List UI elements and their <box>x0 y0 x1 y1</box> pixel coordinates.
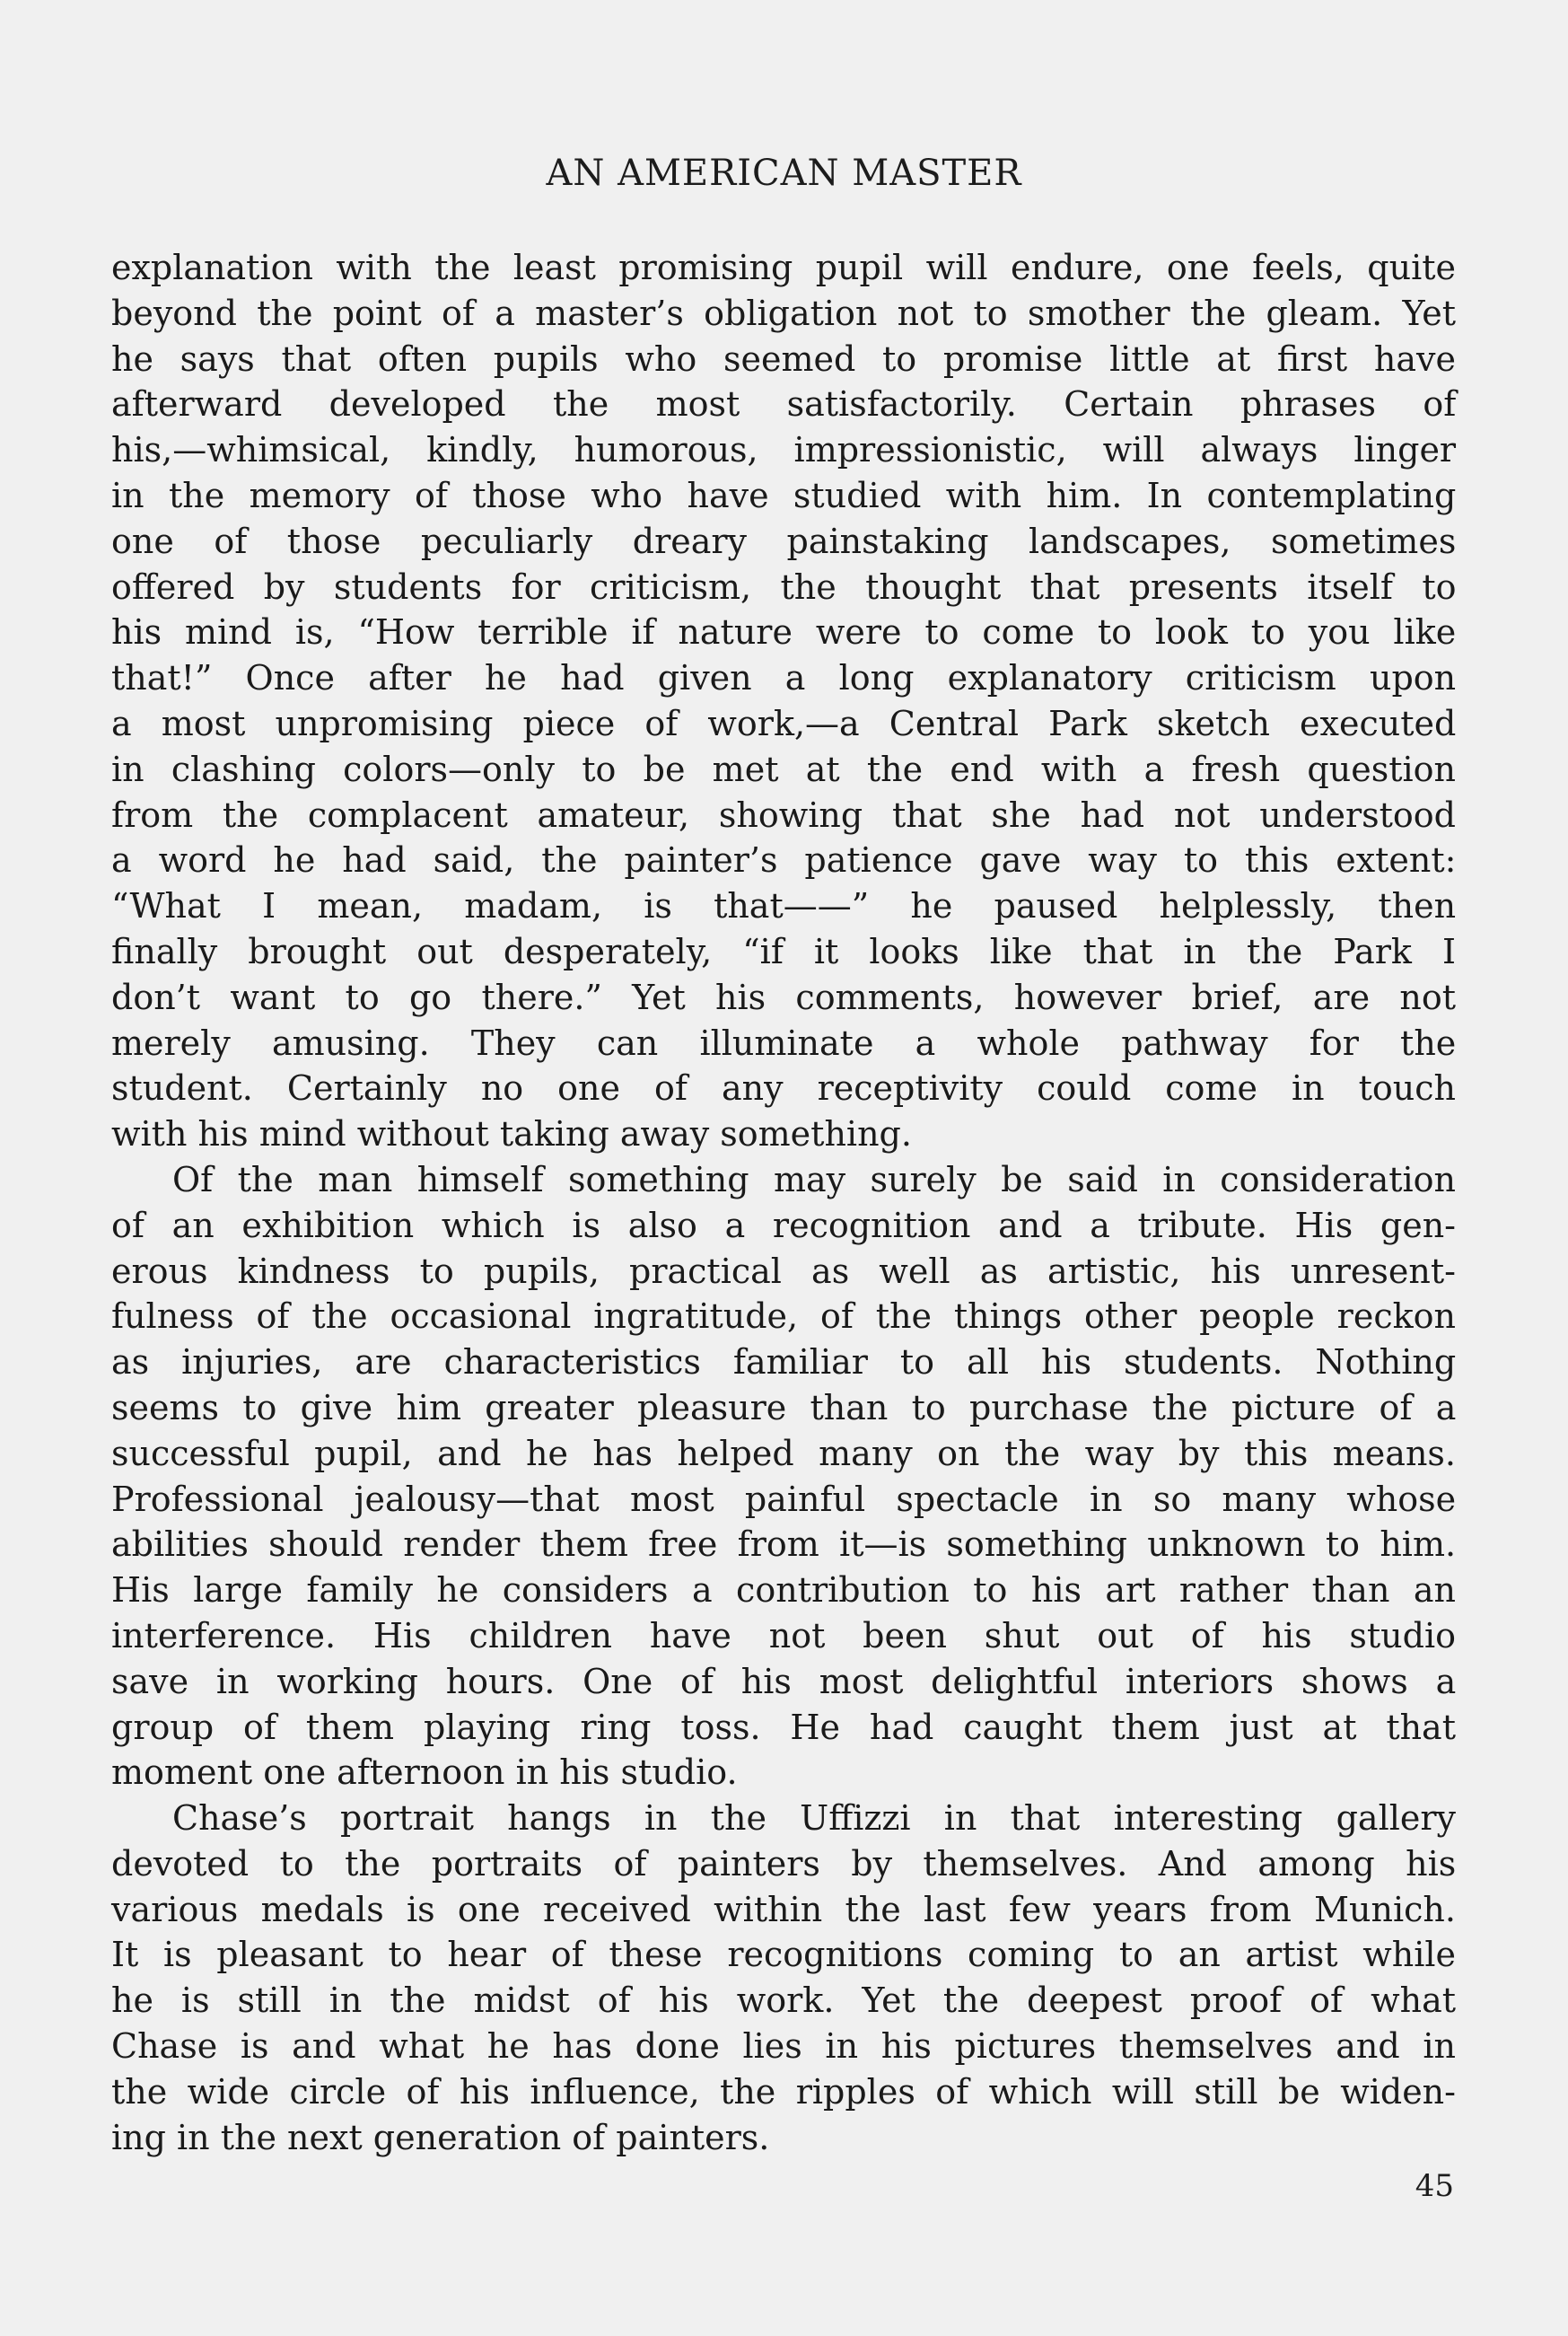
text-line: as injuries, are characteristics familiar to all his students. Nothing <box>111 1342 1457 1383</box>
text-line: ing in the next generation of painters. <box>111 2117 770 2157</box>
text-line: merely amusing. They can illuminate a whole pathway for the <box>111 1023 1457 1063</box>
text-line: he is still in the midst of his work. Yet the deepest proof of what <box>111 1980 1456 2021</box>
text-line: in clashing colors—only to be met at the end with a fresh question <box>111 749 1456 789</box>
text-line: that!” Once after he had given a long explanatory criticism upon <box>111 658 1457 698</box>
text-line: afterward developed the most satisfactorily. Certain phrases of <box>111 384 1457 425</box>
text-line: with his mind without taking away something. <box>111 1114 912 1155</box>
text-line: moment one afternoon in his studio. <box>111 1752 738 1793</box>
text-line: offered by students for criticism, the thought that presents itself to <box>111 566 1457 607</box>
text-line: Chase is and what he has done lies in his pictures themselves and in <box>111 2026 1456 2067</box>
text-line: his,—whimsical, kindly, humorous, impressionistic, will always linger <box>111 430 1457 470</box>
text-line: devoted to the portraits of painters by themselves. And among his <box>111 1843 1457 1884</box>
text-line: a word he had said, the painter’s patience gave way to this extent: <box>111 840 1457 881</box>
text-line: save in working hours. One of his most delightful interiors shows a <box>111 1661 1457 1701</box>
text-line: Professional jealousy—that most painful spectacle in so many whose <box>111 1479 1457 1519</box>
page-number: 45 <box>1415 2168 1454 2204</box>
text-line: one of those peculiarly dreary painstaking landscapes, sometimes <box>111 521 1457 561</box>
text-line: Of the man himself something may surely be said in consideration <box>172 1159 1456 1199</box>
text-line: student. Certainly no one of any receptivity could come in touch <box>111 1068 1456 1109</box>
text-line: Chase’s portrait hangs in the Uffizzi in that interesting gallery <box>172 1798 1456 1839</box>
text-line: finally brought out desperately, “if it looks like that in the Park I <box>111 931 1456 971</box>
paragraph-2 <box>111 1157 1456 1796</box>
text-line: seems to give him greater pleasure than to purchase the picture of a <box>111 1387 1457 1427</box>
text-line: the wide circle of his influence, the ripples of which will still be widen- <box>111 2071 1456 2112</box>
text-line: various medals is one received within the last few years from Munich. <box>111 1889 1456 1929</box>
text-line: interference. His children have not been shut out of his studio <box>111 1615 1456 1655</box>
text-line: don’t want to go there.” Yet his comments, however brief, are not <box>111 977 1456 1017</box>
text-line: fulness of the occasional ingratitude, of the things other people reckon <box>111 1296 1456 1337</box>
text-line: His large family he considers a contribution to his art rather than an <box>111 1570 1456 1611</box>
text-line: in the memory of those who have studied with him. In contemplating <box>111 475 1457 515</box>
text-line: of an exhibition which is also a recognition and a tribute. His gen- <box>111 1205 1457 1245</box>
text-line: erous kindness to pupils, practical as well as artistic, his unresent- <box>111 1251 1456 1291</box>
text-line: his mind is, “How terrible if nature were to come to look to you like <box>111 612 1457 653</box>
text-line: abilities should render them free from it—is something unknown to him. <box>111 1524 1457 1565</box>
text-line: It is pleasant to hear of these recognitions coming to an artist while <box>111 1935 1456 1975</box>
paragraph-3 <box>111 1796 1456 2160</box>
body-text <box>111 245 1456 2160</box>
text-line: “What I mean, madam, is that——” he paused helplessly, then <box>111 886 1457 926</box>
text-line: he says that often pupils who seemed to promise little at first have <box>111 338 1456 379</box>
text-line: explanation with the least promising pupil will endure, one feels, quite <box>111 248 1456 287</box>
text-line: successful pupil, and he has helped many on the way by this means. <box>111 1433 1456 1473</box>
text-line: a most unpromising piece of work,—a Central Park sketch executed <box>111 703 1457 743</box>
running-head: AN AMERICAN MASTER <box>546 153 1022 194</box>
text-line: from the complacent amateur, showing that she had not understood <box>111 795 1456 835</box>
text-line: beyond the point of a master’s obligation not to smother the gleam. Yet <box>111 293 1456 333</box>
paragraph-1 <box>111 245 1456 1157</box>
text-line: group of them playing ring toss. He had caught them just at that <box>111 1707 1456 1747</box>
